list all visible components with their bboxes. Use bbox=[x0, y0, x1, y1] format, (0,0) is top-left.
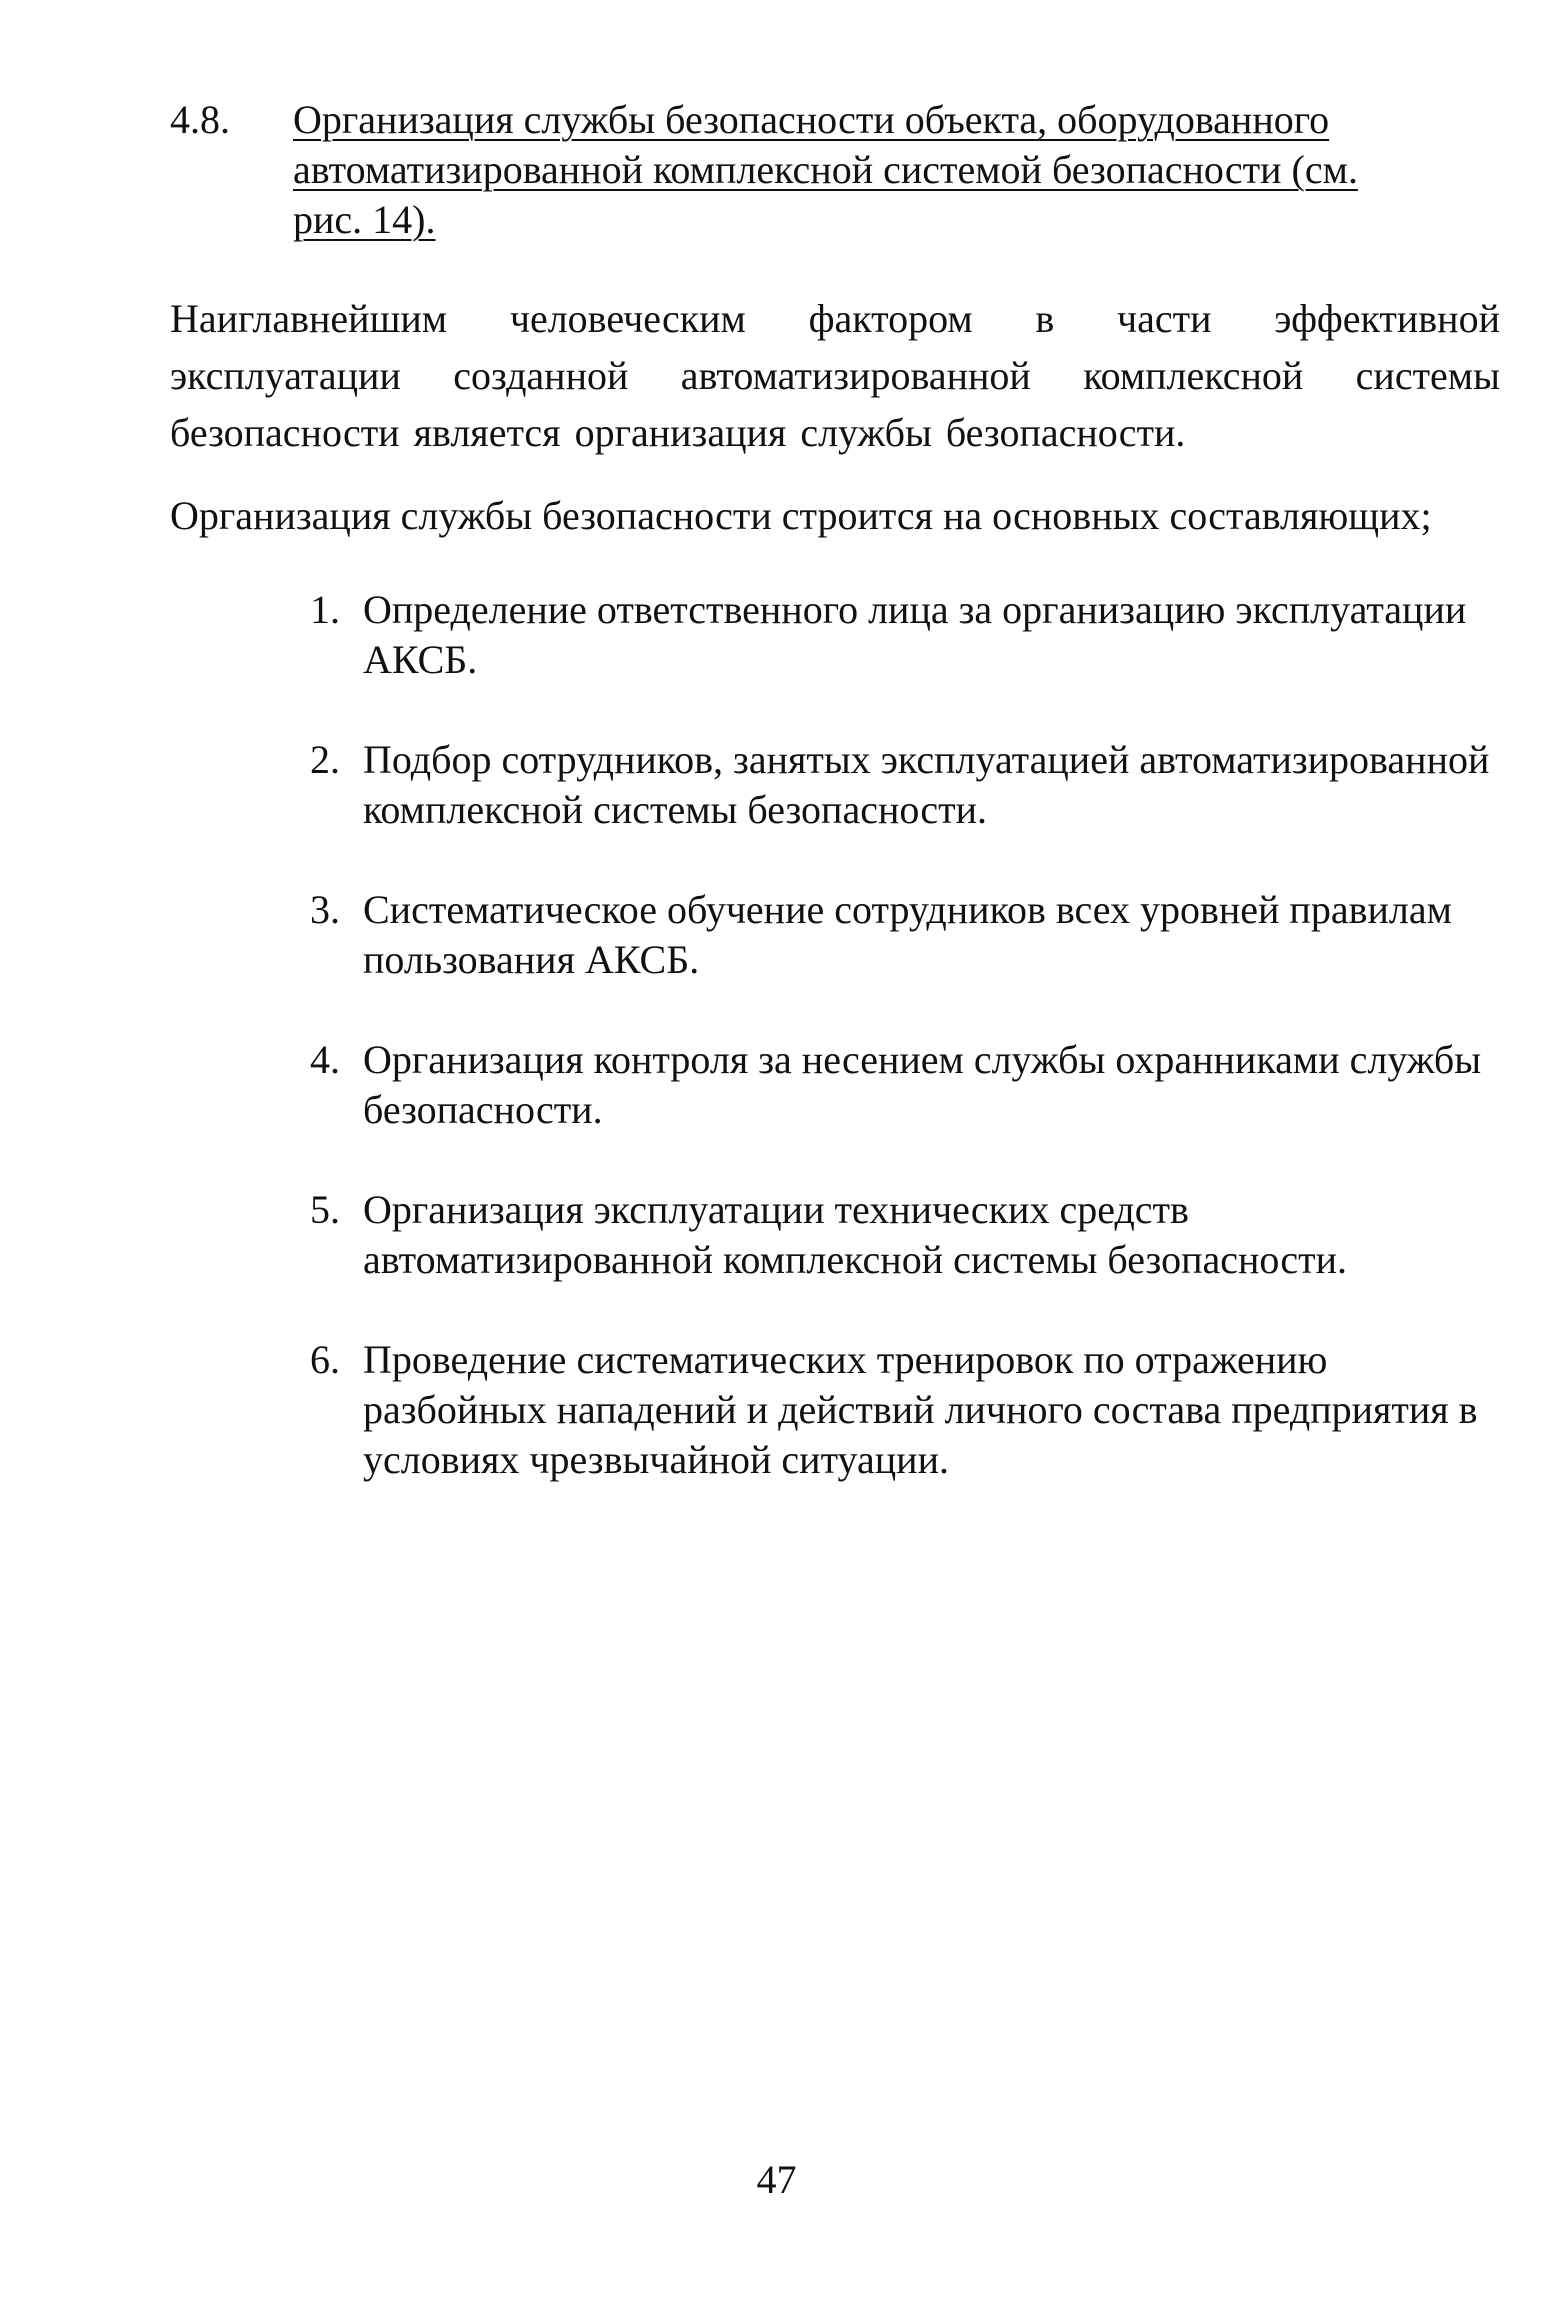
list-item bbox=[300, 885, 1510, 985]
list-item-number: 4. bbox=[310, 1037, 340, 1082]
numbered-list bbox=[300, 585, 1510, 1485]
list-item-number: 3. bbox=[310, 887, 340, 932]
list-item-text: Подбор сотрудников, занятых эксплуатацией автоматизированной комплексной системы безопасности. bbox=[363, 737, 1490, 832]
list-item-number: 5. bbox=[310, 1187, 340, 1232]
components-paragraph: Организация службы безопасности строится на основных составляющих; bbox=[170, 493, 1432, 538]
list-item-text: Систематическое обучение сотрудников всех уровней правилам пользования АКСБ. bbox=[363, 887, 1452, 982]
list-item-number: 2. bbox=[310, 737, 340, 782]
list-item-number: 1. bbox=[310, 587, 340, 632]
list-item-text: Организация контроля за несением службы охранниками службы безопасности. bbox=[363, 1037, 1482, 1132]
list-item bbox=[300, 1335, 1510, 1485]
section-number: 4.8. bbox=[170, 97, 230, 142]
section-title: Организация службы безопасности объекта, оборудованного автоматизированной комплексной системой безопасности (см. рис. 14). bbox=[293, 97, 1358, 242]
list-item bbox=[300, 735, 1510, 835]
list-item-number: 6. bbox=[310, 1337, 340, 1382]
list-item-text: Организация эксплуатации технических средств автоматизированной комплексной системы безопасности. bbox=[363, 1187, 1348, 1282]
list-item bbox=[300, 1185, 1510, 1285]
list-item-text: Определение ответственного лица за организацию эксплуатации АКСБ. bbox=[363, 587, 1467, 682]
list-item bbox=[300, 585, 1510, 685]
intro-paragraph: Наиглавнейшим человеческим фактором в части эффективной эксплуатации созданной автоматизированной комплексной системы безопасности является организация службы безопасности. bbox=[170, 296, 1500, 455]
list-item bbox=[300, 1035, 1510, 1135]
page-number: 47 bbox=[756, 2157, 797, 2202]
list-item-text: Проведение систематических тренировок по отражению разбойных нападений и действий личного состава предприятия в условиях чрезвычайной ситуации. bbox=[363, 1337, 1478, 1482]
